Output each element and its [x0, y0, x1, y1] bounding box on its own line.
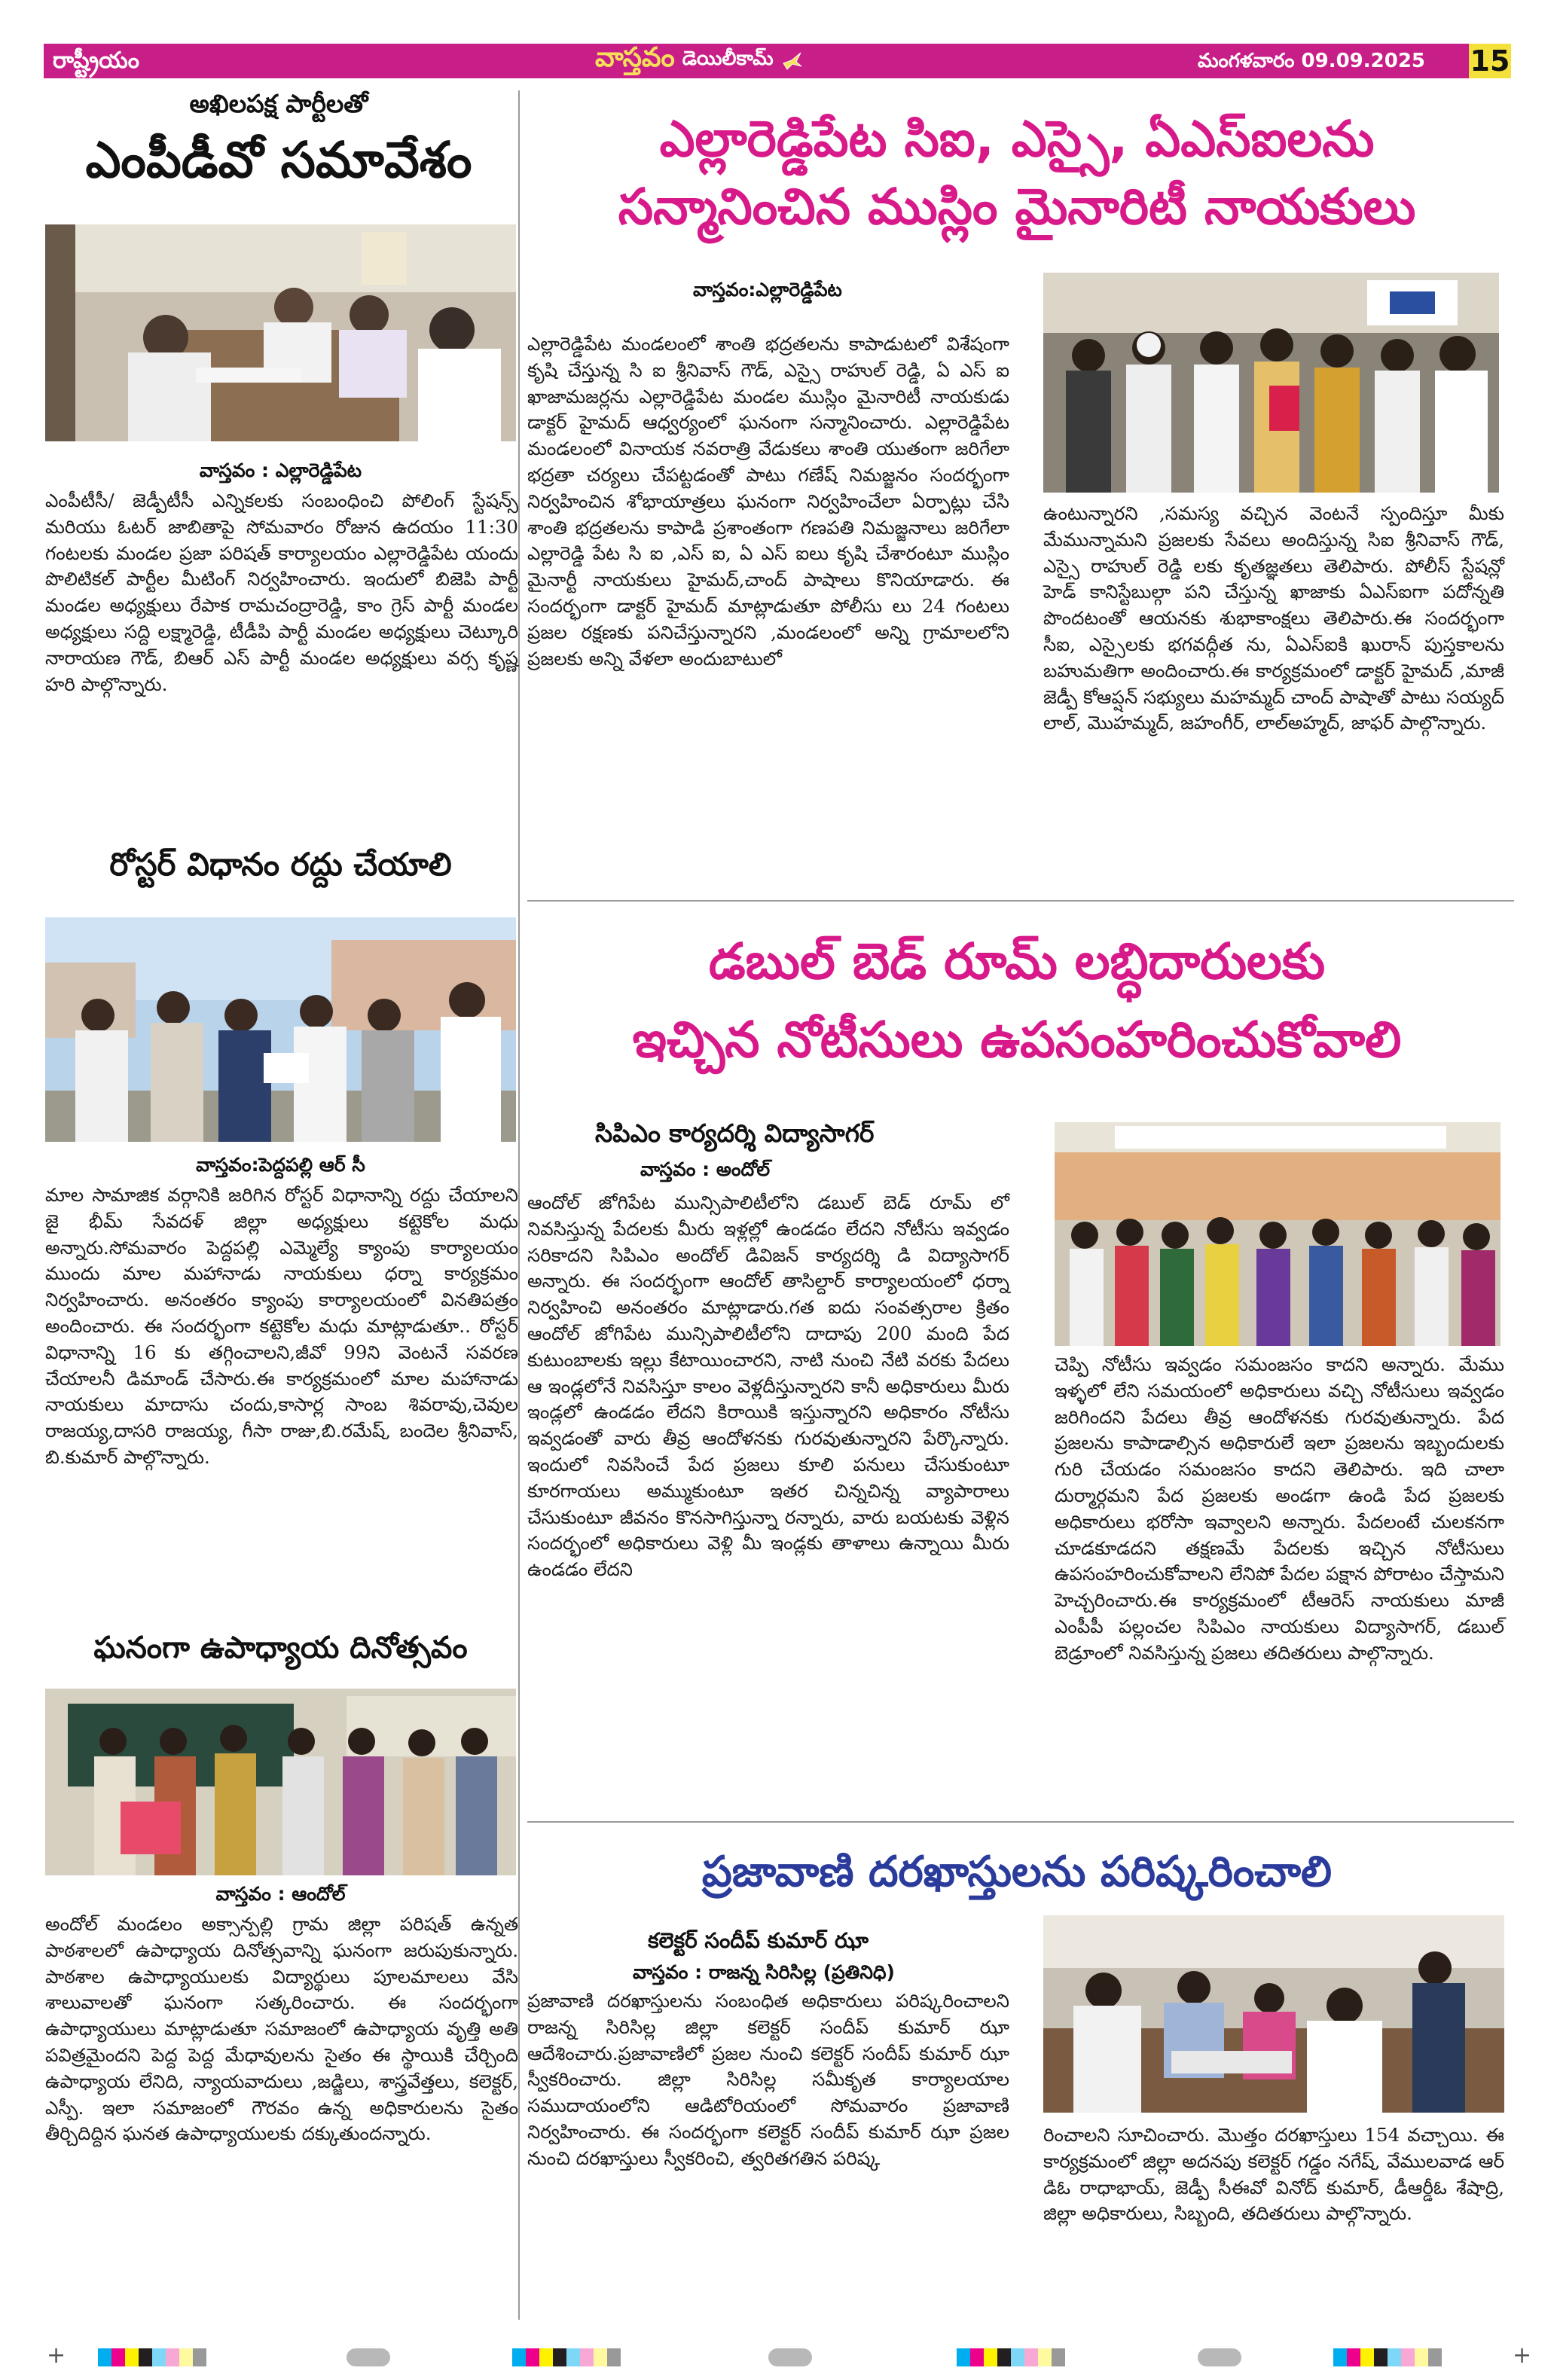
story5-headline-line2: ఇచ్చిన నోటీసులు ఉపసంహరించుకోవాలి [632, 1011, 1402, 1069]
story4-dateline: వాస్తవం:ఎల్లారెడ్డిపేట [693, 279, 842, 301]
color-bar [957, 2348, 1065, 2366]
story4-body-col2: ఉంటున్నారని ,సమస్య వచ్చిన వెంటనే స్పందిస్తూ మీకు మేమున్నామని ప్రజలకు సేవలు అందిస్తున్న సిఐ శ్రీనివాస్ గౌడ్, ఎస్సై రాహుల్ రెడ్డి లకు కృతజ్ఞతలు తెలిపారు. పోలీస్ స్టేషన్లో హెడ్ కానిస్టేబుల్గా పని చేస్తున్న ఖాజాకు ఏఎస్ఐగా పదోన్నతి పొందటంతో ఆయనకు శుభాకాంక్షలు తెలిపారు.ఈ సందర్భంగా సీఐ, ఎస్సైలకు భగవద్గీత ను, ఏఎస్ఐకి ఖురాన్ పుస్తకాలను బహుమతిగా అందించారు.ఈ కార్యక్రమంలో డాక్టర్ హైమద్ ,మాజీ జెడ్పీ కోఆప్షన్ సభ్యులు మహమ్మద్ చాంద్ పాషాతో పాటు సయ్యద్ లాల్, మొహమ్మద్, జహంగీర్, లాల్అహ్మద్, జాఫర్ పాల్గొన్నారు. [1043, 502, 1505, 734]
story4-photo [1043, 273, 1499, 493]
story6-headline: ప్రజావాణి దరఖాస్తులను పరిష్కరించాలి [701, 1848, 1333, 1896]
bird-logo-icon [781, 50, 804, 72]
story5-subhead: సిపిఎం కార్యదర్శి విద్యాసాగర్ [595, 1118, 875, 1148]
story2-dateline: వాస్తవం:పెద్దపల్లి ఆర్ సీ [196, 1154, 365, 1176]
story2-body: మాల సామాజిక వర్గానికి జరిగిన రోస్టర్ విధానాన్ని రద్దు చేయాలని జై భీమ్ సేవదళ్ జిల్లా అధ్యక్షులు కట్టెకోల మధు అన్నారు.సోమవారం పెద్దపల్లి ఎమ్మెల్యే క్యాంపు కార్యాలయం ముందు మాల మహానాడు నాయకులు ధర్నా కార్యక్రమం నిర్వహించారు. అనంతరం క్యాంపు కార్యాలయంలో వినతిపత్రం అందించారు. ఈ సందర్భంగా కట్టెకోల మధు మాట్లాడుతూ.. రోస్టర్ విధానాన్ని 16 కు తగ్గించాలని,జీవో 99ని వెంటనే సవరణ చేయాలనీ డిమాండ్ చేసారు.ఈ కార్యక్రమంలో మాల మహానాడు నాయకులు మాదాసు చందు,కాసార్ల సాంబ శివరావు,చెవుల రాజయ్య,దాసరి రాజయ్య, గీసా రాజు,బి.రమేష్, బందెల శ్రీనివాస్, బి.కుమార్ పాల్గొన్నారు. [45, 1184, 518, 1468]
masthead-subtitle: డెయిలీకామ్ [682, 47, 774, 70]
story-divider [527, 1821, 1514, 1823]
story3-dateline: వాస్తవం : ఆందోల్ [215, 1883, 346, 1905]
column-rule [518, 90, 520, 2320]
color-bar [512, 2348, 621, 2366]
story1-kicker: అఖిలపక్ష పార్టీలతో [189, 89, 368, 118]
story6-dateline: వాస్తవం : రాజన్న సిరిసిల్ల (ప్రతినిధి) [633, 1961, 895, 1983]
story5-body-col2: చెప్పి నోటీసు ఇవ్వడం సమంజసం కాదని అన్నారు. మేము ఇళ్ళలో లేని సమయంలో అధికారులు వచ్చి నోటీసులు ఇవ్వడం జరిగిందని పేదలు తీవ్ర ఆందోళనకు గురవుతున్నారు. పేద ప్రజలను కాపాడాల్సిన అధికారులే ఇలా ప్రజలను ఇబ్బందులకు గురి చేయడం సమంజసం కాదని తెలిపారు. ఇది చాలా దుర్మార్గమని పేద ప్రజలకు అండగా ఉండి పేద ప్రజలకు అధికారులు భరోసా ఇవ్వాలని అన్నారు. పేదలంటే చులకనగా చూడకూడదని తక్షణమే పేదలకు ఇచ్చిన నోటీసులు ఉపసంహరించుకోవాలని లేనిపో పేదల పక్షాన పోరాటం చేస్తామని హెచ్చరించారు.ఈ కార్యక్రమంలో టీఆరెస్ నాయకులు మాజీ ఎంపీపీ పల్లంచల సిపిఎం నాయకులు విద్యాసాగర్, డబుల్ బెడ్రూంలో నివసిస్తున్న ప్రజలు తదితరులు పాల్గొన్నారు. [1055, 1353, 1504, 1664]
story1-body: ఎంపీటీసీ/ జెడ్పీటీసీ ఎన్నికలకు సంబంధించి పోలింగ్ స్టేషన్స్ మరియు ఓటర్ జాబితాపై సోమవారం రోజున ఉదయం 11:30 గంటలకు మండల ప్రజా పరిషత్ కార్యాలయం ఎల్లారెడ్డిపేట యందు పొలిటికల్ పార్టీల మీటింగ్ నిర్వహించారు. ఇందులో బిజెపి పార్టీ మండల అధ్యక్షులు రేపాక రామచంద్రారెడ్డి, కాం గ్రెస్ పార్టీ మండల అధ్యక్షులు సద్ది లక్ష్మారెడ్డి, టీడీపి పార్టీ మండల అధ్యక్షులు చెట్కూరి నారాయణ గౌడ్, బిఆర్ ఎస్ పార్టీ మండల అధ్యక్షులు వర్స కృష్ణ హరి పాల్గొన్నారు. [45, 490, 518, 695]
story4-headline-line2: సన్మానించిన ముస్లిం మైనారిటీ నాయకులు [618, 178, 1416, 236]
registration-cross-icon: + [47, 2342, 66, 2369]
print-mark [347, 2348, 390, 2366]
story3-photo [45, 1689, 516, 1875]
story4-body-col1: ఎల్లారెడ్డిపేట మండలంలో శాంతి భద్రతలను కాపాడుటలో విశేషంగా కృషి చేస్తున్న సి ఐ శ్రీనివాస్ గౌడ్, ఎస్సై రాహుల్ రెడ్డి, ఏ ఎస్ ఐ ఖాజామజర్లను ఎల్లారెడ్డిపేట మండల ముస్లిం మైనారిటీ నాయకుడు డాక్టర్ హైమద్ ఆధ్వర్యంలో ఘనంగా సన్మానించారు. ఎల్లారెడ్డిపేట మండలంలో వినాయక నవరాత్రి వేడుకలు శాంతి యుతంగా జరిగేలా భద్రతా చర్యలు చేపట్టడంతో పాటు గణేష్ నిమజ్జనం సందర్భంగా నిర్వహించిన శోభాయాత్రలు ఘనంగా నిర్వహించేలా ఏర్పాట్లు చేసి శాంతి భద్రతలను కాపాడి ప్రశాంతంగా గణపతి నిమజ్జనాలు జరిగేలా ఎల్లారెడ్డి పేట సి ఐ ,ఎస్ ఐ, ఏ ఎస్ ఐలు కృషి చేశారంటూ ముస్లిం మైనార్టీ నాయకులు హైమద్,చాంద్ పాషాలు కొనియాడారు. ఈ సందర్భంగా డాక్టర్ హైమద్ మాట్లాడుతూ పోలీసు లు 24 గంటలు ప్రజల రక్షణకు పనిచేస్తున్నారని ,మండలంలో అన్ని గ్రామాలలోని ప్రజలకు అన్ని వేళలా అందుబాటులో [527, 333, 1009, 670]
story6-body-col1: ప్రజావాణి దరఖాస్తులను సంబంధిత అధికారులు పరిష్కరించాలని రాజన్న సిరిసిల్ల జిల్లా కలెక్టర్ సందీప్ కుమార్ ఝా ఆదేశించారు.ప్రజావాణిలో ప్రజల నుంచి కలెక్టర్ సందీప్ కుమార్ ఝా స్వీకరించారు. జిల్లా సిరిసిల్ల సమీకృత కార్యాలయాల సముదాయంలోని ఆడిటోరియంలో సోమవారం ప్రజావాణి నిర్వహించారు. ఈ సందర్భంగా కలెక్టర్ సందీప్ కుమార్ ఝా ప్రజల నుంచి దరఖాస్తులు స్వీకరించి, త్వరితగతిన పరిష్క [527, 1990, 1009, 2169]
story2-headline: రోస్టర్ విధానం రద్దు చేయాలి [109, 846, 452, 883]
masthead [595, 44, 804, 78]
story5-headline-line1: డబుల్ బెడ్ రూమ్ లబ్ధిదారులకు [708, 932, 1326, 990]
story3-headline: ఘనంగా ఉపాధ్యాయ దినోత్సవం [93, 1631, 468, 1665]
story6-subhead: కలెక్టర్ సందీప్ కుమార్ ఝా [648, 1928, 869, 1953]
story1-headline: ఎంపీడీవో సమావేశం [85, 131, 472, 189]
story6-body-col2: రించాలని సూచించారు. మొత్తం దరఖాస్తులు 154 వచ్చాయి. ఈ కార్యక్రమంలో జిల్లా అదనపు కలెక్టర్ గడ్డం నగేష్, వేములవాడ ఆర్ డిఓ రాధాభాయ్, జెడ్పీ సీఈవో వినోద్ కుమార్, డీఆర్డీఓ శేషాద్రి, జిల్లా అధికారులు, సిబ్బంది, తదితరులు పాల్గొన్నారు. [1043, 2124, 1504, 2225]
story3-body: అందోల్ మండలం అక్సాన్పల్లి గ్రామ జిల్లా పరిషత్ ఉన్నత పాఠశాలలో ఉపాధ్యాయ దినోత్సవాన్ని ఘనంగా జరుపుకున్నారు. పాఠశాల ఉపాధ్యాయులకు విద్యార్థులు పూలమాలలు వేసి శాలువాలతో ఘనంగా సత్కరించారు. ఈ సందర్భంగా ఉపాధ్యాయులు మాట్లాడుతూ సమాజంలో ఉపాధ్యాయ వృత్తి అతి పవిత్రమైందని పెద్ద పెద్ద మేధావులను సైతం ఈ స్థాయికి చేర్చింది ఉపాధ్యాయ లేనిది, న్యాయవాదులు ,జడ్జిలు, శాస్త్రవేత్తలు, కలెక్టర్, ఎస్పీ. ఇలా సమాజంలో గౌరవం ఉన్న అధికారులను సైతం తీర్చిదిద్దిన ఘనత ఉపాధ్యాయులకు దక్కుతుందన్నారు. [45, 1913, 518, 2145]
section-label: రాష్ట్రీయం [53, 47, 139, 74]
story1-dateline: వాస్తవం : ఎల్లారెడ్డిపేట [199, 459, 362, 481]
story1-photo [45, 224, 516, 441]
color-bar [98, 2348, 206, 2366]
page-number: 15 [1470, 44, 1510, 78]
print-mark [768, 2348, 812, 2366]
story5-body-col1: ఆందోల్ జోగిపేట మున్సిపాలిటీలోని డబుల్ బెడ్ రూమ్ లో నివసిస్తున్న పేదలకు మీరు ఇళ్లల్లో ఉండడం లేదని నోటీసు ఇవ్వడం సరికాదని సిపిఎం అందోల్ డివిజన్ కార్యదర్శి డి విద్యాసాగర్ అన్నారు. ఈ సందర్భంగా ఆందోల్ తాసిల్దార్ కార్యాలయంలో ధర్నా నిర్వహించి అనంతరం మాట్లాడారు.గత ఐదు సంవత్సరాల క్రితం ఆందోల్ జోగిపేట మున్సిపాలిటీలోని దాదాపు 200 మంది పేద కుటుంబాలకు ఇల్లు కేటాయించారని, నాటి నుంచి నేటి వరకు పేదలు ఆ ఇండ్లలోనే నివసిస్తూ కాలం వెళ్లదీస్తున్నారని కానీ అధికారులు మీరు ఇండ్లలో ఉండడం లేదని కిరాయికి ఇస్తున్నారని అధికారం నోటీసు ఇవ్వడంతో వారు తీవ్ర ఆందోళనకు గురవుతున్నారని పేర్కొన్నారు. ఇందులో నివసించే పేద ప్రజలు కూలి పనులు చేసుకుంటూ కూరగాయలు అమ్ముకుంటూ ఇతర చిన్నచిన్న వ్యాపారాలు చేసుకుంటూ జీవనం కొనసాగిస్తున్నా రన్నారు, వారు బయటకు వెళ్లిన సందర్భంలో అధికారులు వెళ్లి మీ ఇండ్లకు తాళాలు ఉన్నాయి మీరు ఉండడం లేదని [527, 1192, 1009, 1581]
print-mark [1198, 2348, 1241, 2366]
story6-photo [1043, 1915, 1504, 2113]
issue-date: మంగళవారం 09.09.2025 [1198, 50, 1425, 72]
story5-dateline: వాస్తవం : అందోల్ [640, 1158, 771, 1180]
registration-cross-icon: + [1513, 2342, 1532, 2369]
color-bar [1333, 2348, 1442, 2366]
story4-headline-line1: ఎల్లారెడ్డిపేట సిఐ, ఎస్సై, ఏఎస్ఐలను [659, 110, 1375, 168]
story2-photo [45, 917, 516, 1142]
story5-photo [1055, 1122, 1501, 1346]
story-divider [527, 900, 1514, 902]
masthead-title: వాస్తవం [595, 42, 675, 73]
